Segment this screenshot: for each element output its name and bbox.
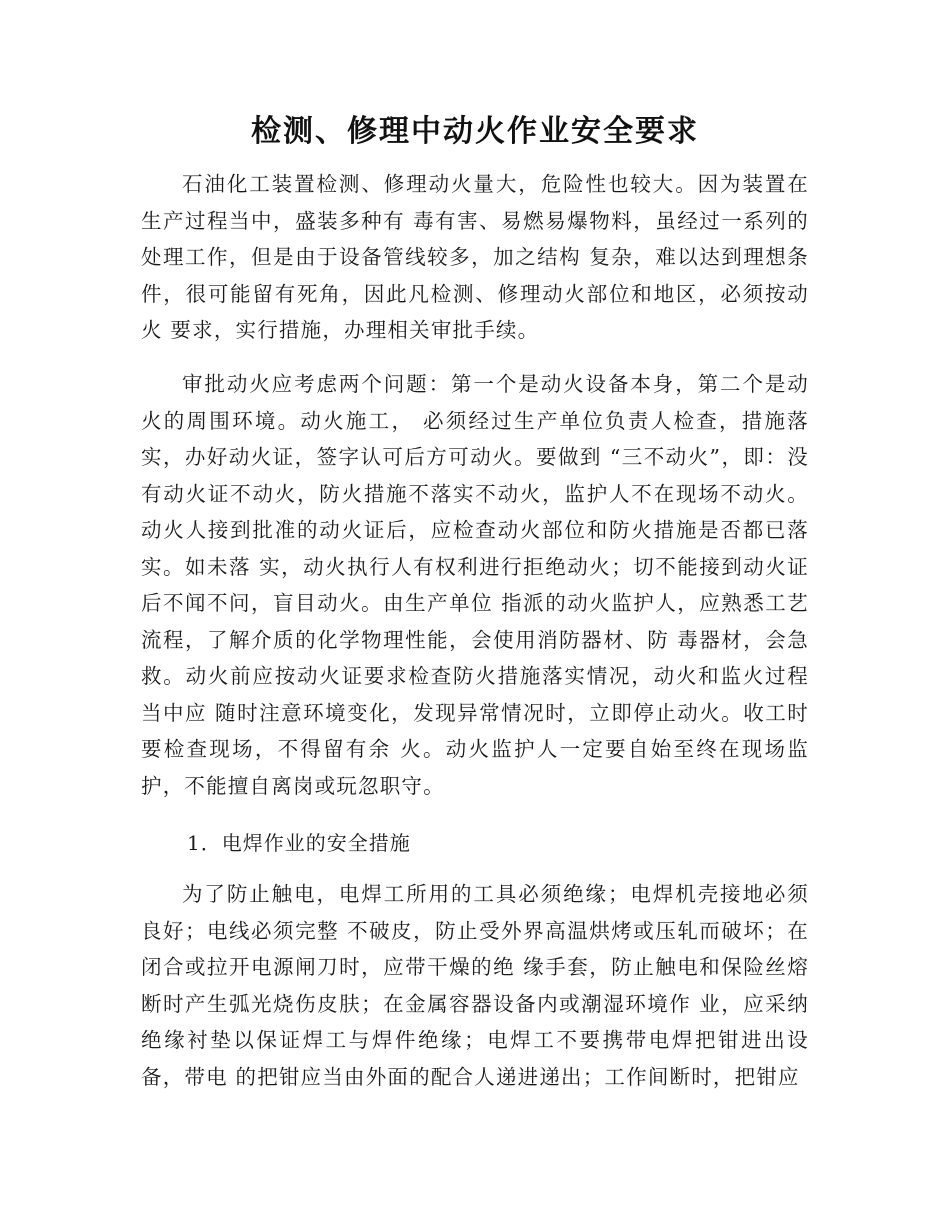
paragraph-welding: 为了防止触电，电焊工所用的工具必须绝缘；电焊机壳接地必须良好；电线必须完整 不破皮，防止受外界高温烘烤或压轧而破坏；在闭合或拉开电源闸刀时，应带干燥的绝 缘手套，防止触电和保险丝熔断时产生弧光烧伤皮肤；在金属容器设备内或潮湿环境作 业，应采纳绝缘衬垫以保证焊工与焊件绝缘；电焊工不要携带电焊把钳进出设备，带电 的把钳应当由外面的配合人递进递出；工作间断时，把钳应 bbox=[141, 882, 809, 1089]
document-title: 检测、修理中动火作业安全要求 bbox=[251, 114, 699, 149]
section-heading-welding: 1．电焊作业的安全措施 bbox=[187, 831, 411, 855]
paragraph-intro: 石油化工装置检测、修理动火量大，危险性也较大。因为装置在生产过程当中，盛装多种有 毒有害、易燃易爆物料，虽经过一系列的处理工作，但是由于设备管线较多，加之结构 复杂，难以达到理想条件，很可能留有死角，因此凡检测、修理动火部位和地区，必须按动火 要求，实行措施，办理相关审批手续。 bbox=[141, 172, 809, 342]
paragraph-approval: 审批动火应考虑两个问题：第一个是动火设备本身，第二个是动火的周围环境。动火施工， 必须经过生产单位负责人检查，措施落实，办好动火证，签字认可后方可动火。要做到 “三不动火”，即：没有动火证不动火，防火措施不落实不动火，监护人不在现场不动火。动火人接到批准的动火证后，应检查动火部位和防火措施是否都已落实。如未落 实，动火执行人有权利进行拒绝动火；切不能接到动火证后不闻不问，盲目动火。由生产单位 指派的动火监护人，应熟悉工艺流程，了解介质的化学物理性能，会使用消防器材、防 毒器材，会急救。动火前应按动火证要求检查防火措施落实情况，动火和监火过程当中应 随时注意环境变化，发现异常情况时，立即停止动火。收工时要检查现场，不得留有余 火。动火监护人一定要自始至终在现场监护，不能擅自离岗或玩忽职守。 bbox=[141, 372, 809, 798]
